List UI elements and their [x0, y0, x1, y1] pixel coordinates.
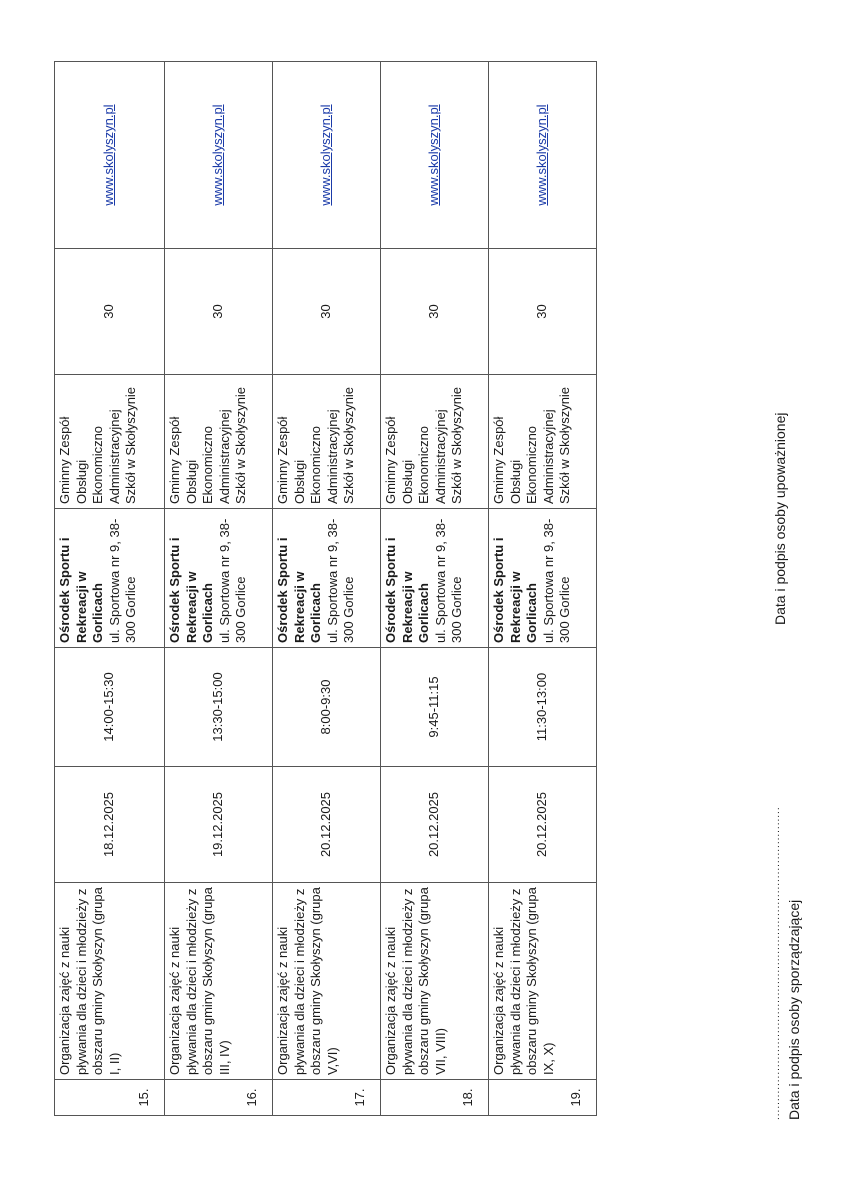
signature-authorized [772, 413, 788, 625]
activity-description: Organizacja zajęć z nauki pływania dla dzieci i młodzieży z obszaru gminy Skołyszyn (grupa VII, VIII) [381, 883, 489, 1080]
website-link[interactable]: www.skolyszyn.pl [101, 104, 117, 206]
website-cell [55, 62, 165, 249]
activity-time: 13:30-15:00 [165, 648, 273, 767]
activity-date: 20.12.2025 [381, 767, 489, 883]
table-row [489, 62, 597, 1116]
schedule-table [54, 61, 597, 1116]
table-row [381, 62, 489, 1116]
signature-authorized-label: Data i podpis osoby upoważnionej [772, 412, 788, 625]
row-number: 17. [273, 1080, 381, 1116]
participant-count: 30 [273, 249, 381, 375]
place-name: Ośrodek Sportu i Rekreacji w Gorlicach [57, 537, 105, 643]
place-address: ul. Sportowa nr 9, 38-300 Gorlice [324, 518, 356, 643]
signature-preparer [772, 806, 802, 1120]
website-link[interactable]: www.skolyszyn.pl [426, 104, 442, 206]
website-link[interactable]: www.skolyszyn.pl [318, 104, 334, 206]
place-address: ul. Sportowa nr 9, 38-300 Gorlice [106, 518, 138, 643]
website-link[interactable]: www.skolyszyn.pl [210, 104, 226, 206]
organizer: Gminny Zespół Obsługi Ekonomiczno Administracyjnej Szkół w Skołyszynie [273, 375, 381, 509]
table-row [165, 62, 273, 1116]
row-number: 15. [55, 1080, 165, 1116]
activity-place [165, 509, 273, 648]
place-address: ul. Sportowa nr 9, 38-300 Gorlice [432, 518, 464, 643]
activity-place [273, 509, 381, 648]
signature-preparer-label: Data i podpis osoby sporządzającej [786, 899, 802, 1120]
place-address: ul. Sportowa nr 9, 38-300 Gorlice [216, 518, 248, 643]
activity-time: 8:00-9:30 [273, 648, 381, 767]
website-cell [489, 62, 597, 249]
website-cell [381, 62, 489, 249]
activity-date: 18.12.2025 [55, 767, 165, 883]
place-name: Ośrodek Sportu i Rekreacji w Gorlicach [167, 537, 215, 643]
activity-date: 20.12.2025 [273, 767, 381, 883]
activity-time: 9:45-11:15 [381, 648, 489, 767]
signature-dots: ................................................................................... [771, 806, 782, 1120]
activity-date: 19.12.2025 [165, 767, 273, 883]
organizer: Gminny Zespół Obsługi Ekonomiczno Administracyjnej Szkół w Skołyszynie [165, 375, 273, 509]
participant-count: 30 [55, 249, 165, 375]
activity-time: 14:00-15:30 [55, 648, 165, 767]
organizer: Gminny Zespół Obsługi Ekonomiczno Administracyjnej Szkół w Skołyszynie [55, 375, 165, 509]
activity-description: Organizacja zajęć z nauki pływania dla dzieci i młodzieży z obszaru gminy Skołyszyn (grupa I, II) [55, 883, 165, 1080]
activity-place [489, 509, 597, 648]
organizer: Gminny Zespół Obsługi Ekonomiczno Administracyjnej Szkół w Skołyszynie [489, 375, 597, 509]
place-name: Ośrodek Sportu i Rekreacji w Gorlicach [491, 537, 539, 643]
activity-place [381, 509, 489, 648]
place-address: ul. Sportowa nr 9, 38-300 Gorlice [540, 518, 572, 643]
activity-place [55, 509, 165, 648]
website-cell [273, 62, 381, 249]
activity-description: Organizacja zajęć z nauki pływania dla dzieci i młodzieży z obszaru gminy Skołyszyn (grupa III, IV) [165, 883, 273, 1080]
website-cell [165, 62, 273, 249]
place-name: Ośrodek Sportu i Rekreacji w Gorlicach [383, 537, 431, 643]
row-number: 18. [381, 1080, 489, 1116]
table-row [273, 62, 381, 1116]
participant-count: 30 [165, 249, 273, 375]
row-number: 16. [165, 1080, 273, 1116]
place-name: Ośrodek Sportu i Rekreacji w Gorlicach [275, 537, 323, 643]
participant-count: 30 [489, 249, 597, 375]
row-number: 19. [489, 1080, 597, 1116]
participant-count: 30 [381, 249, 489, 375]
activity-description: Organizacja zajęć z nauki pływania dla dzieci i młodzieży z obszaru gminy Skołyszyn (grupa IX, X) [489, 883, 597, 1080]
website-link[interactable]: www.skolyszyn.pl [534, 104, 550, 206]
activity-time: 11:30-13:00 [489, 648, 597, 767]
organizer: Gminny Zespół Obsługi Ekonomiczno Administracyjnej Szkół w Skołyszynie [381, 375, 489, 509]
table-row [55, 62, 165, 1116]
activity-date: 20.12.2025 [489, 767, 597, 883]
activity-description: Organizacja zajęć z nauki pływania dla dzieci i młodzieży z obszaru gminy Skołyszyn (grupa V,VI) [273, 883, 381, 1080]
